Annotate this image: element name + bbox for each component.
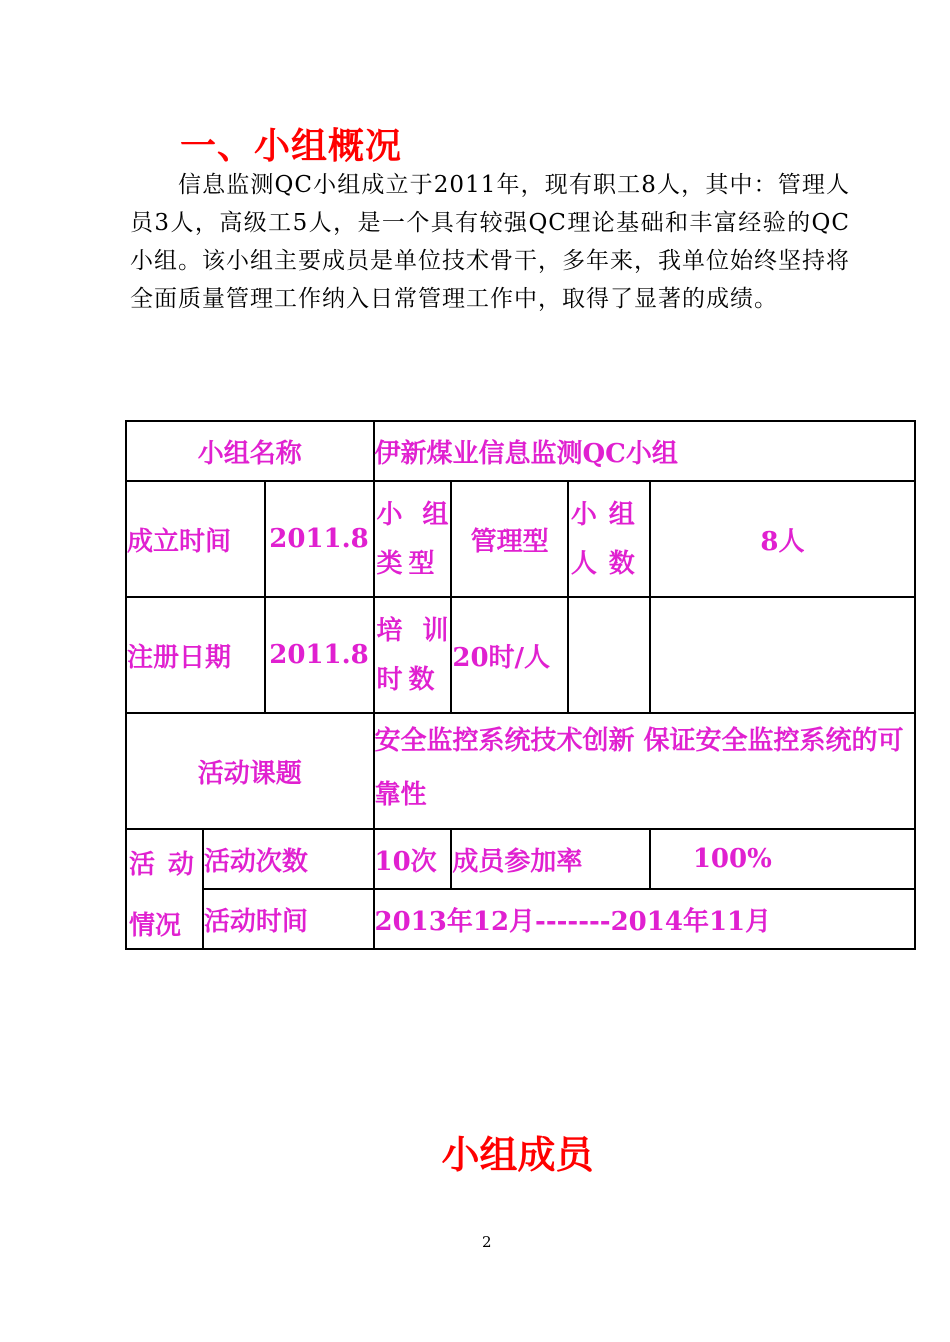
empty-cell-2	[650, 597, 915, 713]
activity-count-value: 10次	[374, 829, 452, 889]
group-name-label: 小组名称	[126, 421, 374, 481]
group-info-table	[125, 420, 916, 950]
activity-time-label: 活动时间	[203, 889, 374, 949]
participation-value: 100%	[650, 829, 915, 889]
members-section-title: 小组成员	[441, 1132, 594, 1177]
participation-label: 成员参加率	[451, 829, 649, 889]
activity-count-label: 活动次数	[203, 829, 374, 889]
group-name-value: 伊新煤业信息监测QC小组	[374, 421, 916, 481]
activity-label: 活 动 情况	[126, 829, 203, 949]
member-count-value: 8人	[650, 481, 915, 597]
group-type-value: 管理型	[451, 481, 568, 597]
group-type-label: 小 组 类 型	[374, 481, 452, 597]
overview-paragraph: 信息监测QC小组成立于2011年，现有职工8人，其中：管理人员3人，高级工5人，是一个具有较强QC理论基础和丰富经验的QC小组。该小组主要成员是单位技术骨干，多年来，我单位始终坚持将全面质量管理工作纳入日常管理工作中，取得了显著的成绩。	[130, 172, 850, 312]
registered-value: 2011.8	[265, 597, 374, 713]
section-heading: 一、小组概况	[180, 125, 403, 167]
training-value: 20时/人	[451, 597, 568, 713]
activity-time-value: 2013年12月-------2014年11月	[374, 889, 916, 949]
topic-value: 安全监控系统技术创新 保证安全监控系统的可靠性	[374, 713, 916, 829]
topic-label: 活动课题	[126, 713, 374, 829]
registered-label: 注册日期	[126, 597, 265, 713]
member-count-label: 小 组 人 数	[568, 481, 650, 597]
established-value: 2011.8	[265, 481, 374, 597]
empty-cell-1	[568, 597, 650, 713]
page-number: 2	[482, 1233, 492, 1251]
established-label: 成立时间	[126, 481, 265, 597]
training-label: 培 训 时 数	[374, 597, 452, 713]
